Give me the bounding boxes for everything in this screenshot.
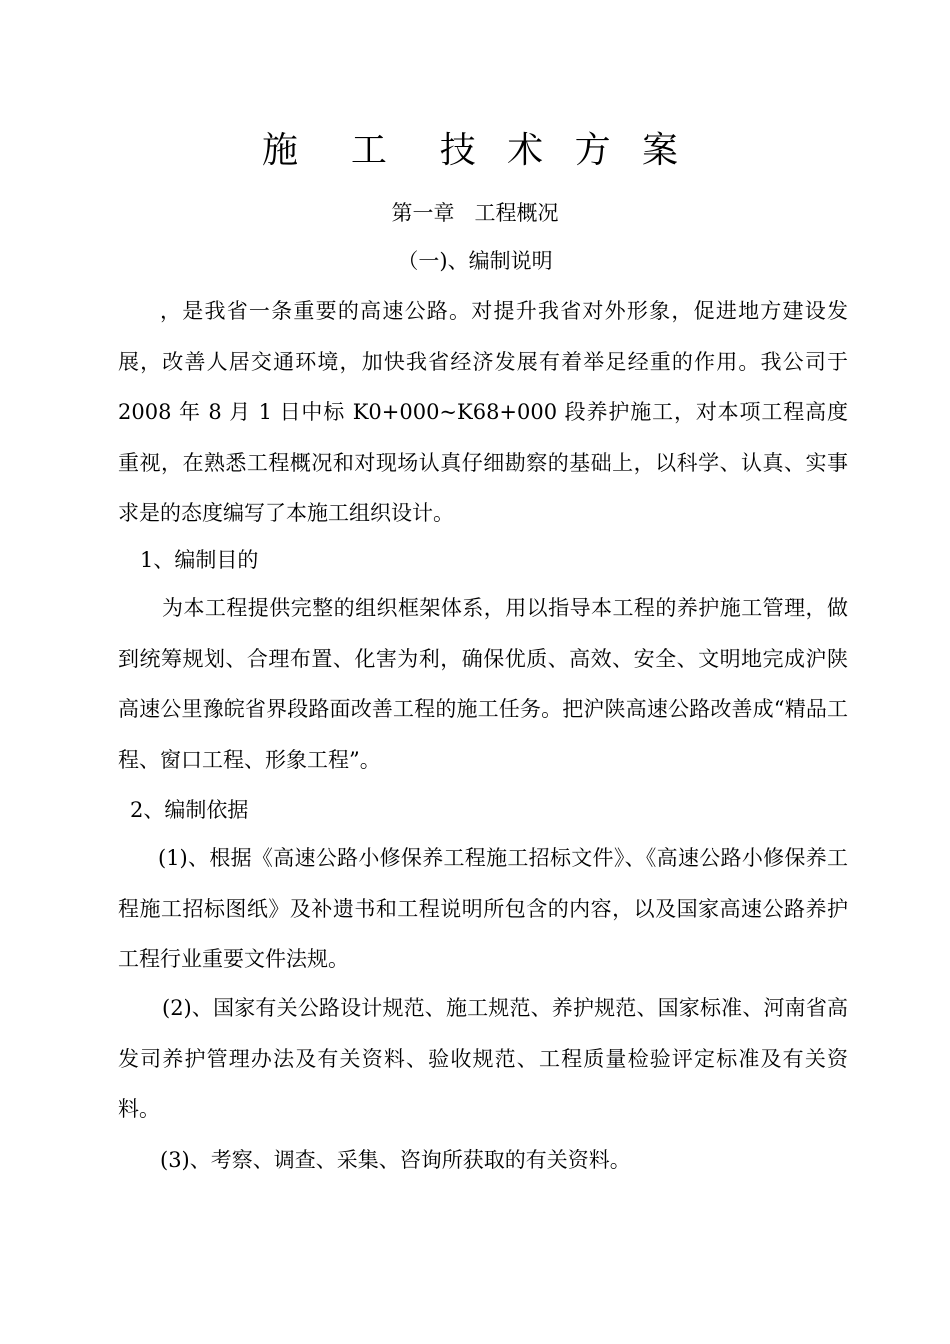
basis-item-1: (1)、根据《高速公路小修保养工程施工招标文件》、《高速公路小修保养工程施工招标图纸》及补遗书和工程说明所包含的内容，以及国家高速公路养护工程行业重要文件法规。 [118,846,848,971]
purpose-heading: 1、编制目的 [140,548,259,572]
basis-item-2: (2)、国家有关公路设计规范、施工规范、养护规范、国家标准、河南省高发司养护管理办法及有关资料、验收规范、工程质量检验评定标准及有关资料。 [118,996,848,1121]
purpose-paragraph: 为本工程提供完整的组织框架体系，用以指导本工程的养护施工管理，做到统筹规划、合理布置、化害为利，确保优质、高效、安全、文明地完成沪陕高速公里豫皖省界段路面改善工程的施工任务。把沪陕高速公路改善成“精品工程、窗口工程、形象工程”。 [118,596,848,772]
intro-paragraph: ，是我省一条重要的高速公路。对提升我省对外形象，促进地方建设发展，改善人居交通环境，加快我省经济发展有着举足经重的作用。我公司于 2008 年 8 月 1 日中标 K0+000~K68+000 段养护施工，对本项工程高度重视，在熟悉工程概况和对现场认真仔细勘察的基础上，以科学、认真、实事求是的态度编写了本施工组织设计。 [118,299,848,525]
basis-heading: 2、编制依据 [130,798,249,822]
basis-item-3: (3)、考察、调查、采集、咨询所获取的有关资料。 [160,1148,631,1172]
section-heading: （一)、编制说明 [397,249,553,273]
chapter-heading: 第一章 工程概况 [391,201,559,225]
document-title: 施 工 技 术 方 案 [261,130,689,171]
